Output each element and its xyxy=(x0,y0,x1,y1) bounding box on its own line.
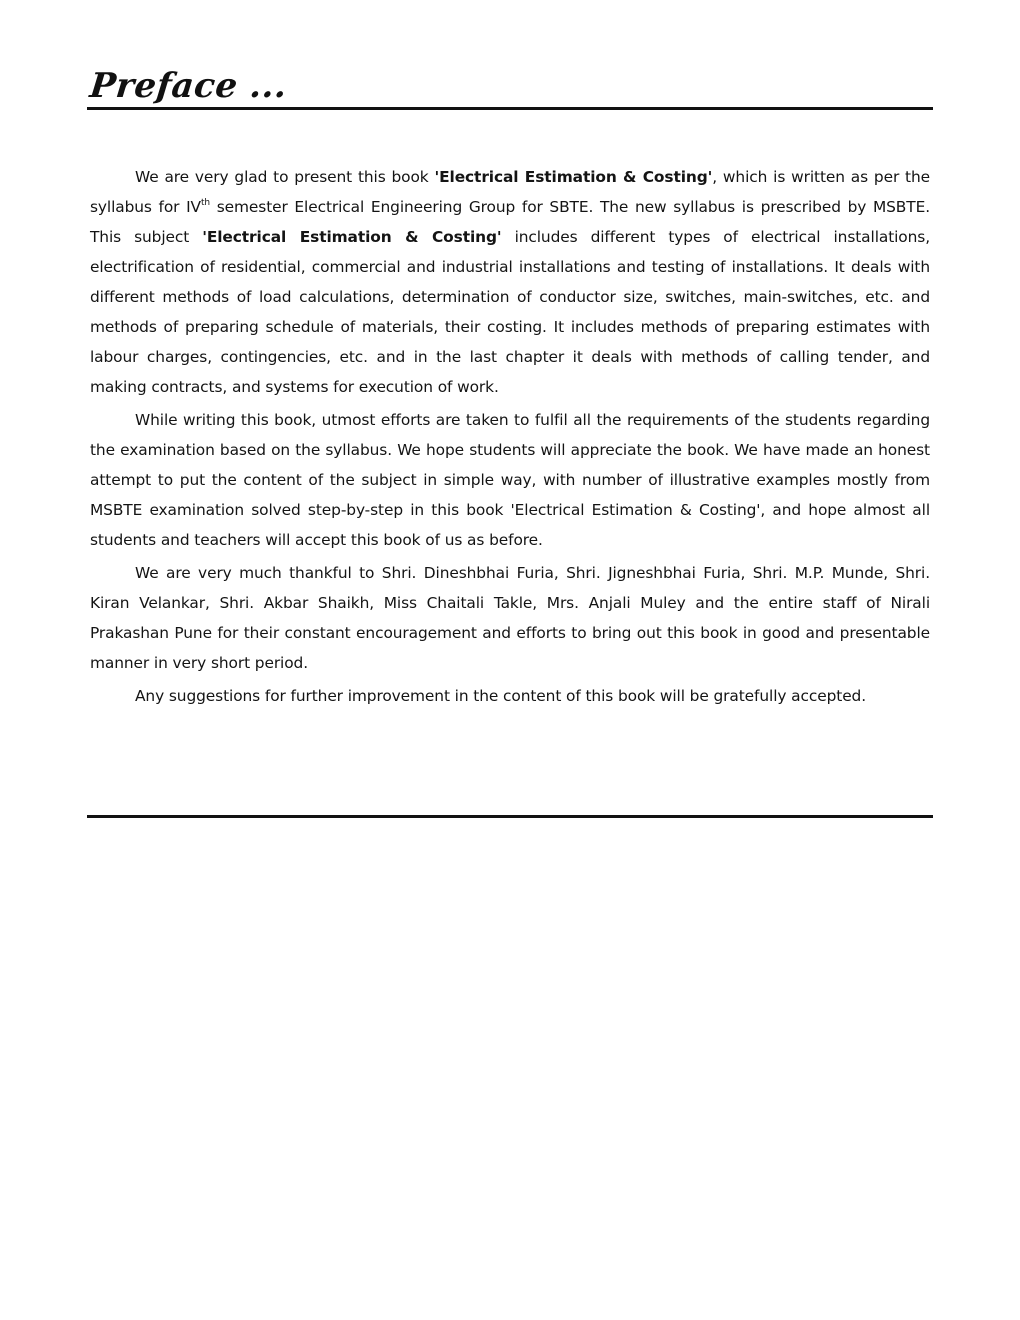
paragraph-acknowledgements xyxy=(90,558,930,678)
book-title-bold: 'Electrical Estimation & Costing' xyxy=(434,168,713,186)
book-title-bold: 'Electrical Estimation & Costing' xyxy=(202,228,502,246)
text-segment: We are very much thankful to Shri. Dineshbhai Furia, Shri. Jigneshbhai Furia, Shri. M.P. Munde, Shri. Kiran Velankar, Shri. Akbar Shaikh, Miss Chaitali Takle, Mrs. Anjali Muley and the entire staff of Nirali Prakashan Pune for their constant encouragement and efforts to bring out this book in good and presentable manner in very short period. xyxy=(90,564,930,672)
text-segment: While writing this book, utmost efforts are taken to fulfil all the requirements of the students regarding the examination based on the syllabus. We hope students will appreciate the book. We have made an honest attempt to put the content of the subject in simple way, with number of illustrative examples mostly from MSBTE examination solved step-by-step in this book 'Electrical Estimation & Costing', and hope almost all students and teachers will accept this book of us as before. xyxy=(90,411,930,549)
preface-body xyxy=(90,162,930,714)
text-segment: We are very glad to present this book xyxy=(135,168,435,186)
paragraph-suggestions xyxy=(90,681,930,711)
bottom-divider xyxy=(87,815,933,818)
text-segment: includes different types of electrical installations, electrification of residential, commercial and industrial installations and testing of installations. It deals with different methods of load calculations, determination of conductor size, switches, main-switches, etc. and methods of preparing schedule of materials, their costing. It includes methods of preparing estimates with labour charges, contingencies, etc. and in the last chapter it deals with methods of calling tender, and making contracts, and systems for execution of work. xyxy=(90,228,930,396)
ordinal-superscript: th xyxy=(200,198,211,208)
text-segment: semester Electrical Engineering Group for SBTE. The new syllabus is prescribed by MSBTE. This subject xyxy=(90,198,930,246)
text-segment: Any suggestions for further improvement in the content of this book will be gratefully accepted. xyxy=(135,687,867,705)
text-segment: , which is written as per the syllabus for IV xyxy=(90,168,930,216)
title-underline-divider xyxy=(87,107,933,110)
paragraph-intro xyxy=(90,162,930,402)
paragraph-efforts xyxy=(90,405,930,555)
page-title: Preface ... xyxy=(87,66,290,106)
